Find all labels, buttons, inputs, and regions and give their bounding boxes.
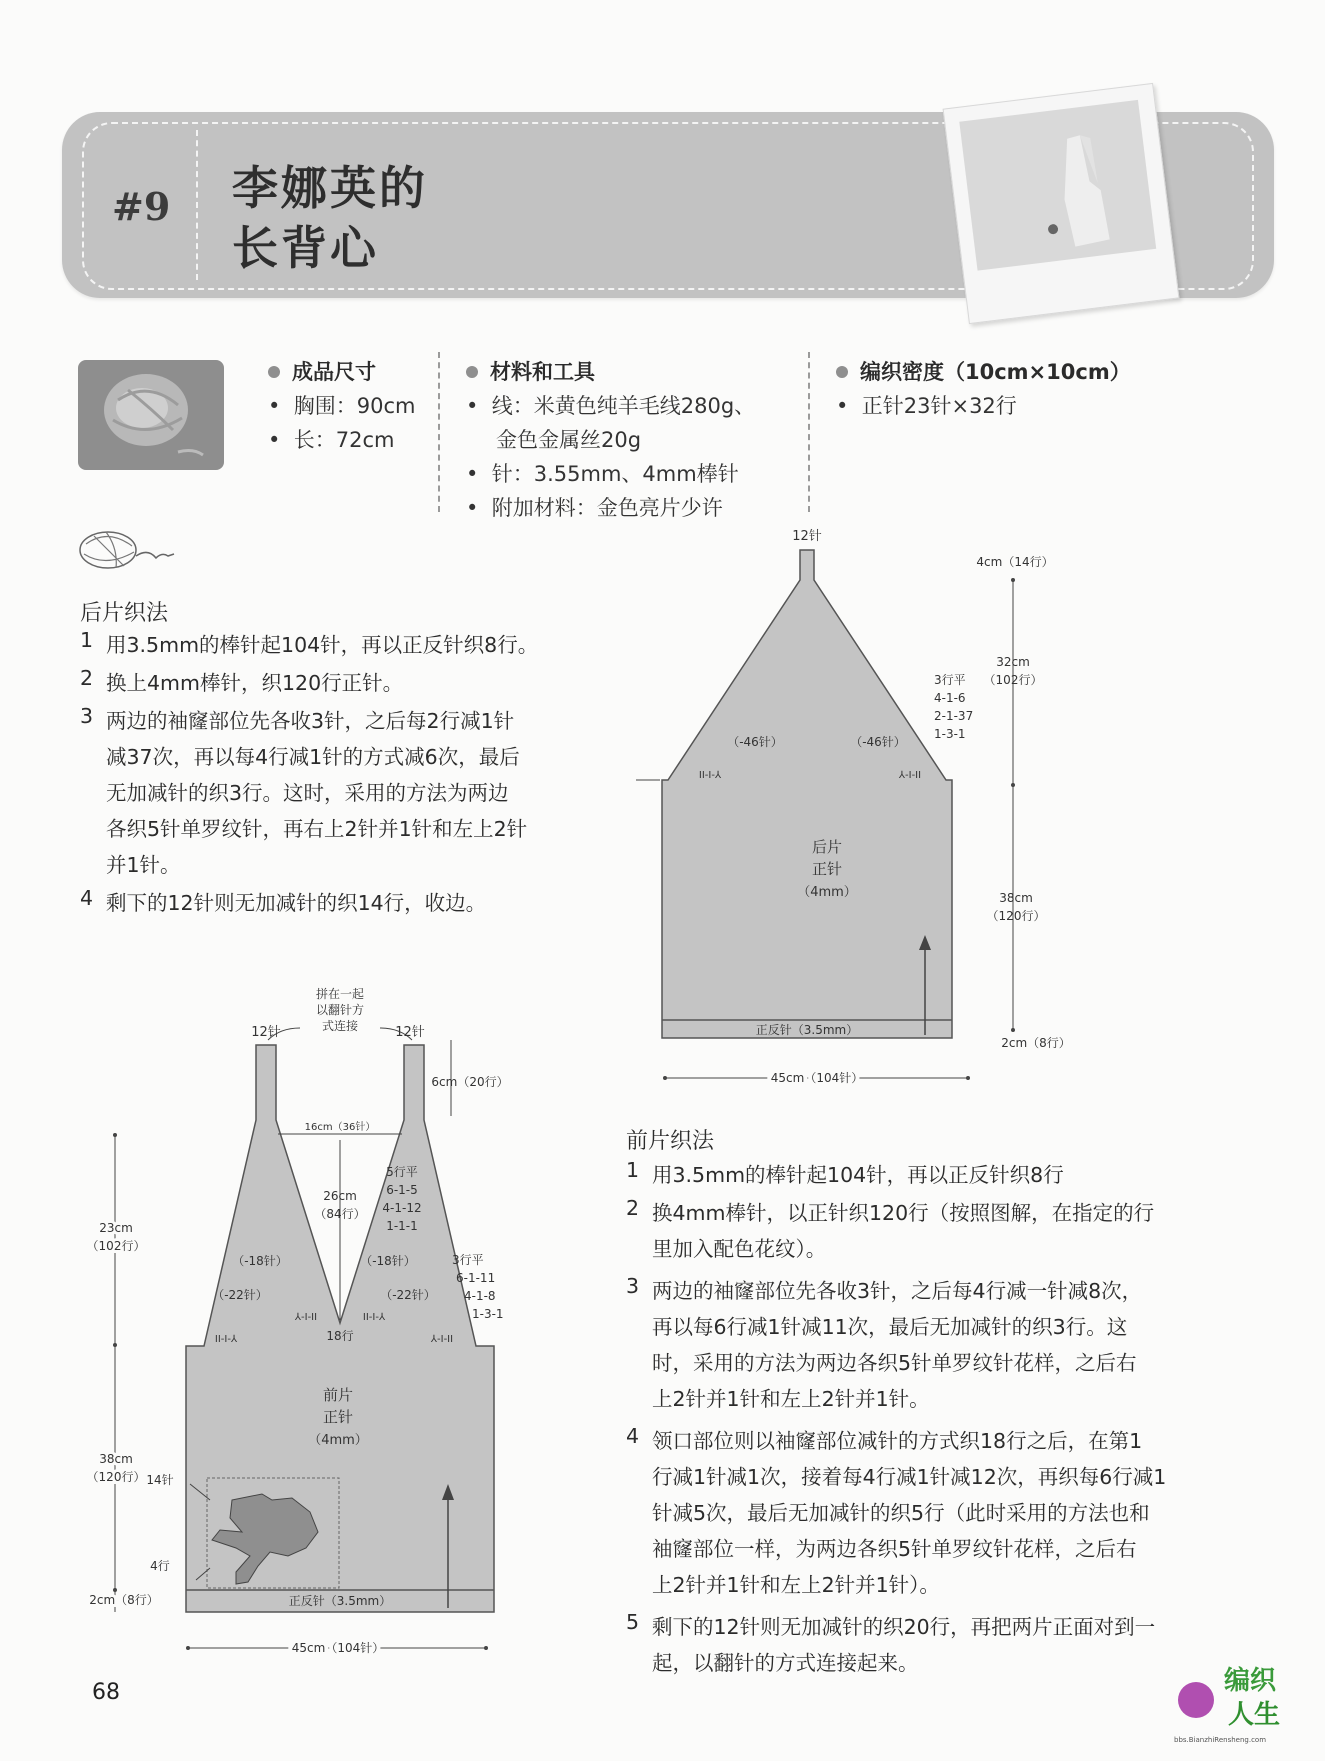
back-armhole-height-cm: 32cm (996, 655, 1030, 669)
back-neck-height: 4cm（14行） (976, 555, 1054, 569)
back-needle-label: （4mm） (797, 885, 857, 900)
step-number: 4 (626, 1424, 640, 1448)
step-line: 换4mm棒针，以正针织120行（按照图解，在指定的行 (652, 1201, 1155, 1225)
logo-text-2: 人生 (1228, 1700, 1281, 1730)
size-length: 长：72cm (293, 428, 395, 452)
front-strap-stitches-right: 12针 (395, 1025, 425, 1040)
bullet-dot-icon (836, 366, 848, 378)
logo-text-1: 编织 (1224, 1666, 1277, 1696)
neck-decrease-rule: 4-1-12 (382, 1201, 422, 1215)
front-upper-height-cm: 23cm (99, 1221, 133, 1235)
front-upper-height-rows: （102行） (86, 1239, 146, 1253)
back-mark-left: II-I-⅄ (698, 770, 722, 781)
front-neck-mark-left: ⅄-I-II (294, 1312, 318, 1323)
title-line-2: 长背心 (232, 221, 379, 275)
front-arm-mark-left: II-I-⅄ (214, 1334, 238, 1345)
materials-heading: 材料和工具 (490, 360, 595, 384)
front-rib-label: 正反针（3.5mm） (288, 1594, 392, 1608)
join-note-1: 拼在一起 (315, 987, 365, 1001)
back-rib-label: 正反针（3.5mm） (755, 1023, 859, 1037)
step-line: 用3.5mm的棒针起104针，再以正反针织8行。 (106, 633, 539, 657)
arm-decrease-rule: 1-3-1 (472, 1307, 504, 1321)
front-body-height-cm: 38cm (99, 1452, 133, 1466)
yarn-photo (78, 360, 224, 470)
back-panel-shape (662, 550, 952, 1038)
neck-decrease-rule: 5行平 (386, 1165, 418, 1179)
step-line: 上2针并1针和左上2针并1针。 (652, 1387, 930, 1411)
material-needles: 针：3.55mm、4mm棒针 (491, 462, 739, 486)
step-line: 袖窿部位一样，为两边各织5针单罗纹针花样，之后右 (652, 1537, 1137, 1561)
front-body-height-rows: （120行） (86, 1470, 146, 1484)
step-line: 里加入配色花纹）。 (652, 1237, 827, 1261)
arm-decrease-rule: 3行平 (452, 1253, 484, 1267)
site-logo (1174, 1660, 1298, 1756)
material-extra: 附加材料：金色亮片少许 (491, 496, 723, 520)
step-line: 并1针。 (106, 853, 181, 877)
logo-site-url: bbs.BianzhiRensheng.com (1174, 1736, 1267, 1744)
front-label: 前片 (322, 1386, 354, 1404)
step-line: 再以每6行减1针减11次，最后无加减针的织3行。这 (652, 1315, 1128, 1339)
back-body-height-rows: （120行） (986, 909, 1046, 923)
info-divider (808, 352, 810, 512)
back-heading: 后片织法 (80, 601, 169, 626)
back-decrease-rule: 3行平 (934, 673, 966, 687)
step-number: 2 (80, 666, 94, 690)
bullet-dot-icon (268, 366, 280, 378)
front-rib-height: 2cm（8行） (89, 1593, 159, 1607)
size-heading: 成品尺寸 (292, 360, 376, 384)
back-decrease-right: （-46针） (850, 735, 906, 749)
material-yarn: 线：米黄色纯羊毛线280g、 (491, 394, 756, 418)
back-top-stitches: 12针 (792, 529, 822, 544)
bullet-dot-icon (466, 366, 478, 378)
pattern-number: #9 (112, 184, 171, 229)
front-strap-stitches-left: 12针 (251, 1025, 281, 1040)
front-center-rows: 18行 (326, 1329, 354, 1343)
front-neck-height-rows: （84行） (314, 1207, 366, 1221)
back-stitch-label: 正针 (811, 860, 843, 878)
material-metal: 金色金属丝20g (496, 428, 642, 452)
back-steps (80, 628, 640, 928)
front-width: 45cm（104针） (291, 1641, 385, 1655)
page-number: 68 (92, 1680, 120, 1705)
step-line: 用3.5mm的棒针起104针，再以正反针织8行 (652, 1163, 1064, 1187)
vest-photo (943, 83, 1180, 324)
info-divider (438, 352, 440, 512)
front-strap-height: 6cm（20行） (431, 1075, 509, 1089)
step-line: 无加减针的织3行。这时，采用的方法为两边 (106, 781, 509, 805)
step-line: 两边的袖窿部位先各收3针，之后每2行减1针 (106, 709, 515, 733)
front-needle-label: （4mm） (308, 1433, 368, 1448)
step-line: 各织5针单罗纹针，再右上2针并1针和左上2针 (106, 817, 528, 841)
back-label: 后片 (811, 838, 843, 856)
front-decrease-22-right: （-22针） (380, 1288, 436, 1302)
back-decrease-rule: 2-1-37 (934, 709, 974, 723)
banner-divider (196, 130, 198, 280)
back-diagram (630, 520, 1070, 1090)
back-decrease-rule: 1-3-1 (934, 727, 966, 741)
front-stitch-label: 正针 (322, 1408, 354, 1426)
back-mark-right: ⅄-I-II (898, 770, 922, 781)
front-decrease-18-left: （-18针） (232, 1254, 288, 1268)
gauge-value: 正针23针×32行 (861, 394, 1017, 418)
back-decrease-left: （-46针） (727, 735, 783, 749)
motif-bottom-label: 4行 (150, 1559, 170, 1573)
back-decrease-rule: 4-1-6 (934, 691, 966, 705)
step-line: 起，以翻针的方式连接起来。 (652, 1651, 919, 1675)
step-line: 两边的袖窿部位先各收3针，之后每4行减一针减8次， (652, 1279, 1143, 1303)
step-number: 1 (626, 1158, 640, 1182)
step-number: 2 (626, 1196, 640, 1220)
motif-height-label: 14针 (146, 1473, 174, 1487)
front-diagram (70, 980, 550, 1655)
step-number: 3 (80, 704, 94, 728)
materials-block: 材料和工具 • 线：米黄色纯羊毛线280g、 金色金属丝20g • 针：3.55mm、4mm棒针 • 附加材料：金色亮片少许 (466, 360, 756, 520)
step-line: 领口部位则以袖窿部位减针的方式织18行之后，在第1 (652, 1429, 1143, 1453)
step-line: 针减5次，最后无加减针的织5行（此时采用的方法也和 (652, 1501, 1150, 1525)
step-number: 1 (80, 628, 94, 652)
front-neck-width: 16cm（36针） (304, 1122, 376, 1133)
front-steps (626, 1158, 1266, 1718)
front-decrease-18-right: （-18针） (360, 1254, 416, 1268)
arm-decrease-rule: 6-1-11 (456, 1271, 496, 1285)
step-line: 时，采用的方法为两边各织5针单罗纹针花样，之后右 (652, 1351, 1137, 1375)
join-note-3: 式连接 (321, 1019, 359, 1033)
step-number: 3 (626, 1274, 640, 1298)
front-neck-mark-right: II-I-⅄ (362, 1312, 386, 1323)
step-line: 上2针并1针和左上2针并1针）。 (652, 1573, 940, 1597)
arm-decrease-rule: 4-1-8 (464, 1289, 496, 1303)
front-heading: 前片织法 (626, 1129, 715, 1154)
back-width: 45cm（104针） (770, 1071, 864, 1085)
neck-decrease-rule: 1-1-1 (386, 1219, 418, 1233)
back-armhole-height-rows: （102行） (983, 673, 1043, 687)
step-line: 减37次，再以每4行减1针的方式减6次，最后 (106, 745, 520, 769)
neck-decrease-rule: 6-1-5 (386, 1183, 418, 1197)
gauge-block: 编织密度（10cm×10cm） • 正针23针×32行 (836, 360, 1131, 418)
step-line: 换上4mm棒针，织120行正针。 (106, 671, 404, 695)
size-chest: 胸围：90cm (293, 394, 416, 418)
step-line: 剩下的12针则无加减针的织14行，收边。 (106, 891, 487, 915)
title-line-1: 李娜英的 (232, 161, 428, 215)
back-body-height-cm: 38cm (999, 891, 1033, 905)
gauge-heading: 编织密度（10cm×10cm） (860, 360, 1131, 384)
yarn-ball-icon (76, 522, 186, 578)
join-note-2: 以翻针方 (315, 1003, 365, 1017)
step-number: 4 (80, 886, 94, 910)
front-arm-mark-right: ⅄-I-II (430, 1334, 454, 1345)
yarn-logo-icon (1178, 1682, 1214, 1718)
front-decrease-22-left: （-22针） (212, 1288, 268, 1302)
front-neck-height-cm: 26cm (323, 1189, 357, 1203)
step-line: 剩下的12针则无加减针的织20行，再把两片正面对到一 (652, 1615, 1156, 1639)
step-line: 行减1针减1次，接着每4行减1针减12次，再织每6行减1 (652, 1465, 1167, 1489)
size-block: 成品尺寸 • 胸围：90cm • 长：72cm (268, 360, 416, 452)
step-number: 5 (626, 1610, 640, 1634)
back-rib-height: 2cm（8行） (1001, 1036, 1071, 1050)
